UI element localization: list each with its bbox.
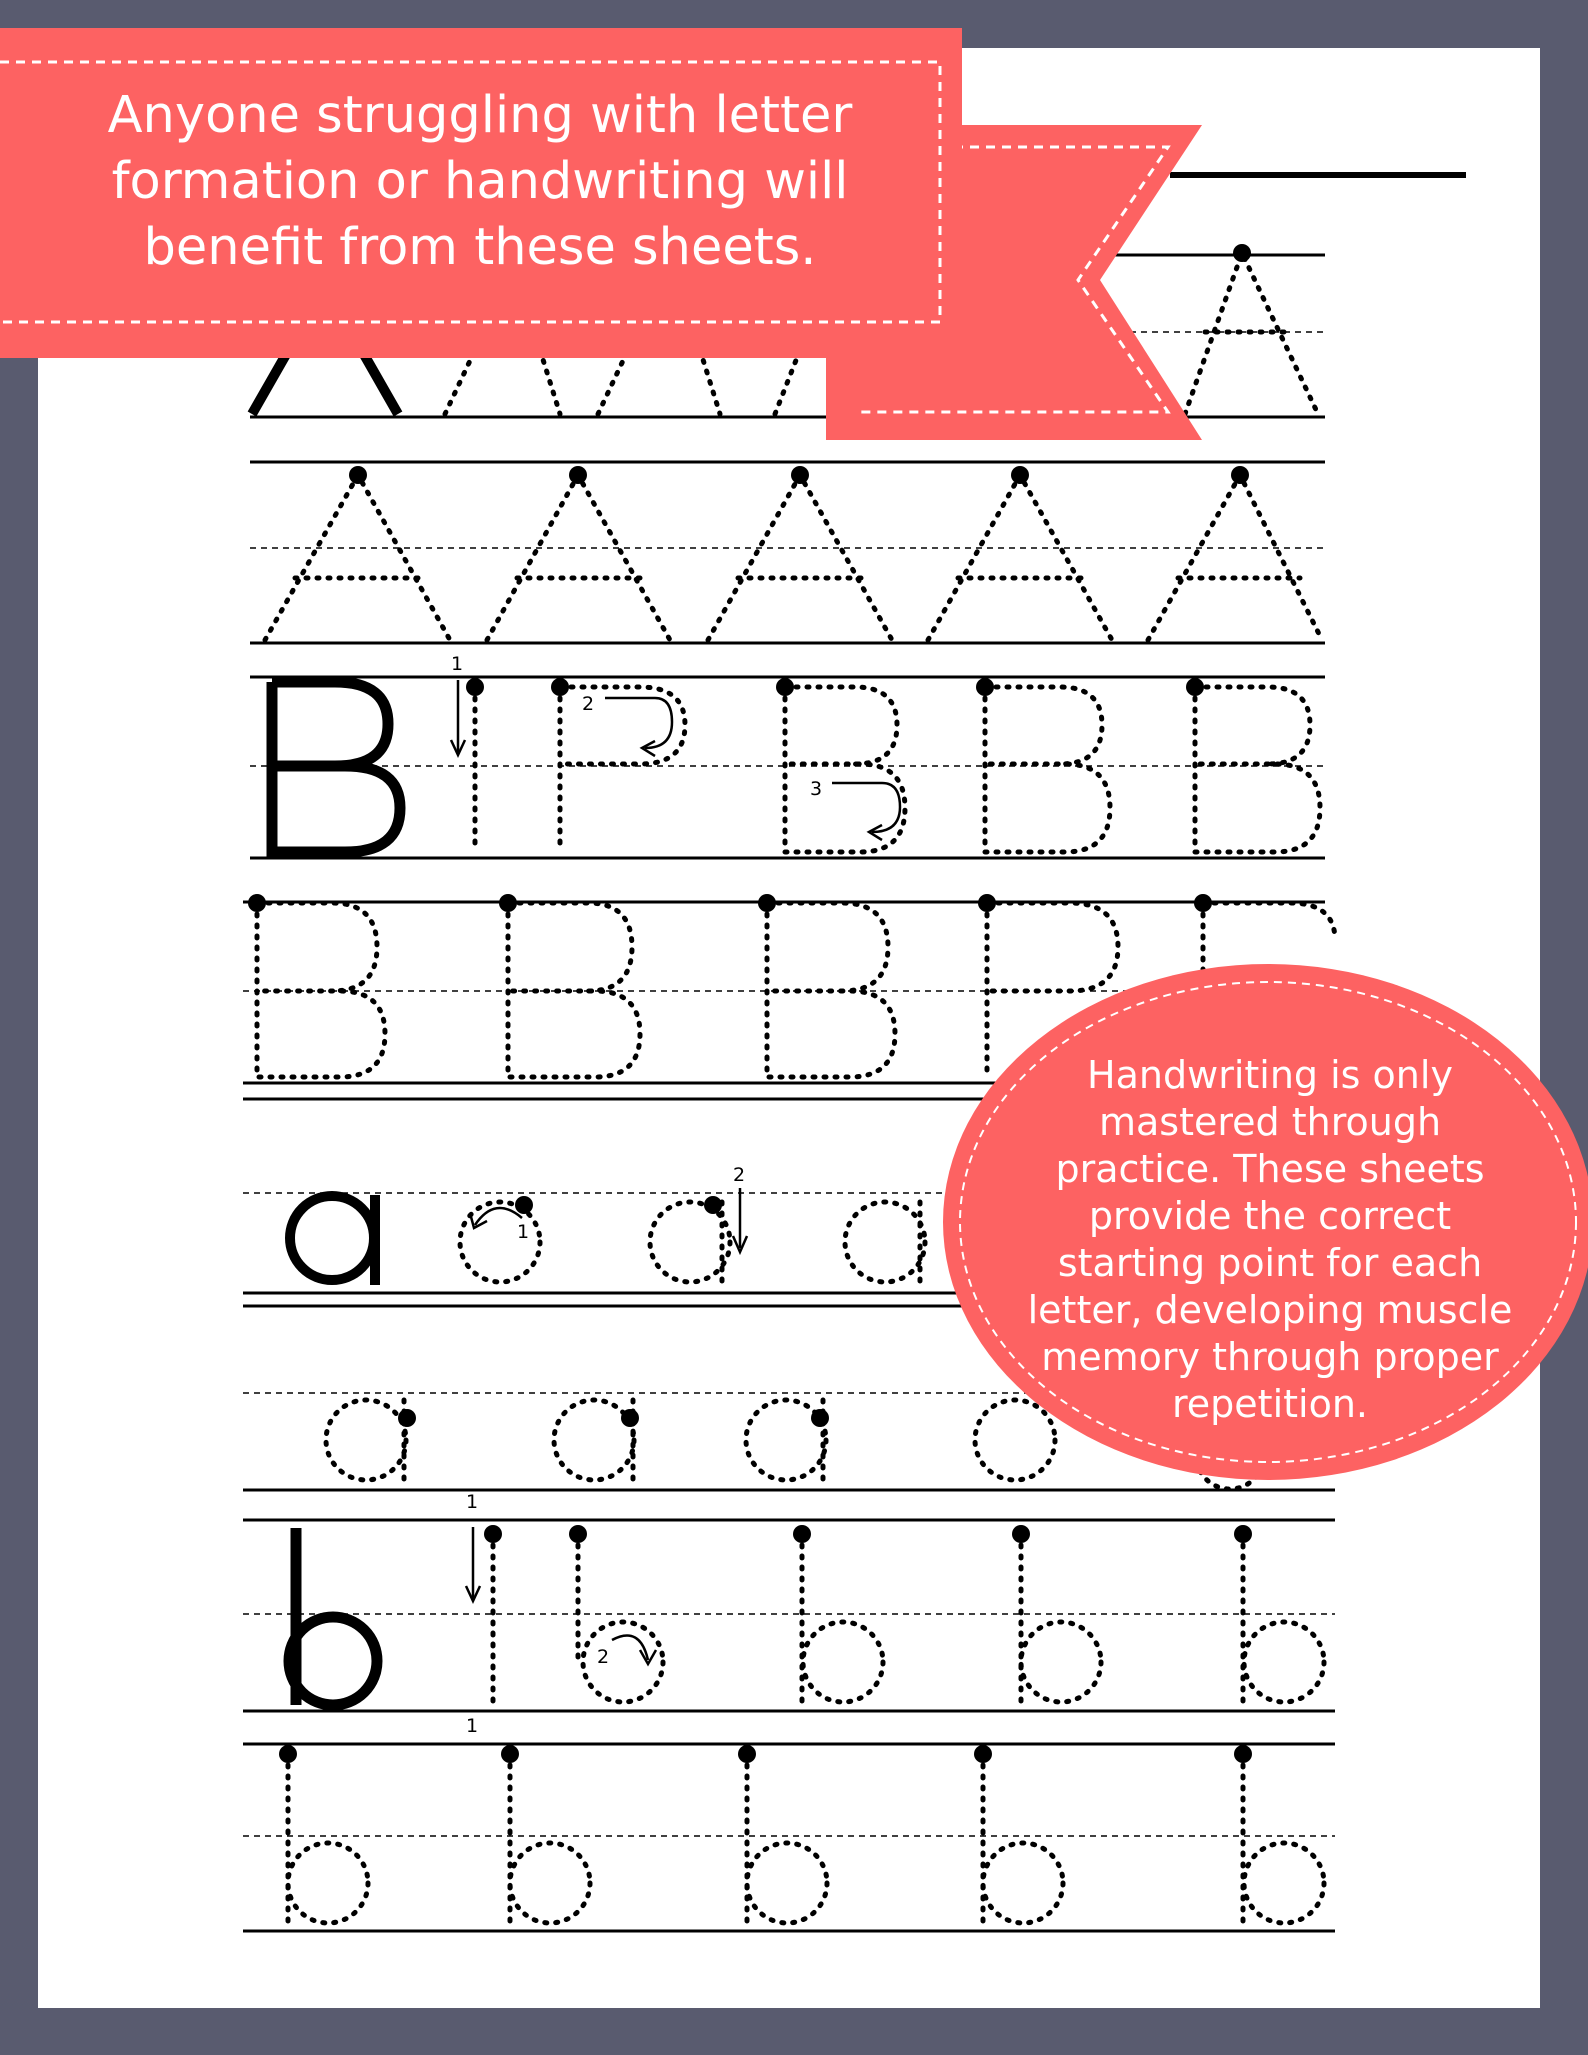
bubble-line-7: memory through proper bbox=[1041, 1335, 1499, 1379]
bubble-line-4: provide the correct bbox=[1088, 1194, 1452, 1238]
bubble-text bbox=[1010, 1052, 1530, 1428]
label-b-step1: 1 bbox=[466, 1491, 479, 1513]
bubble-line-5: starting point for each bbox=[1057, 1241, 1483, 1285]
bubble-line-8: repetition. bbox=[1172, 1382, 1368, 1426]
bubble-line-3: practice. These sheets bbox=[1055, 1147, 1485, 1191]
banner-line-2: formation or handwriting will bbox=[111, 152, 849, 211]
banner-text bbox=[30, 83, 930, 281]
bubble-line-1: Handwriting is only bbox=[1087, 1053, 1453, 1097]
label-b-step2: 2 bbox=[597, 1646, 610, 1668]
label-a-step2: 2 bbox=[733, 1164, 746, 1186]
bubble-line-6: letter, developing muscle bbox=[1027, 1288, 1513, 1332]
bubble-line-2: mastered through bbox=[1098, 1100, 1442, 1144]
label-a-step1: 1 bbox=[517, 1221, 530, 1243]
label-B-step1: 1 bbox=[451, 653, 464, 675]
label-B-step2: 2 bbox=[582, 693, 595, 715]
banner-line-1: Anyone struggling with letter bbox=[107, 86, 853, 145]
label-b-step1-row2: 1 bbox=[466, 1715, 479, 1737]
label-B-step3: 3 bbox=[810, 778, 823, 800]
banner-line-3: benefit from these sheets. bbox=[143, 218, 817, 277]
